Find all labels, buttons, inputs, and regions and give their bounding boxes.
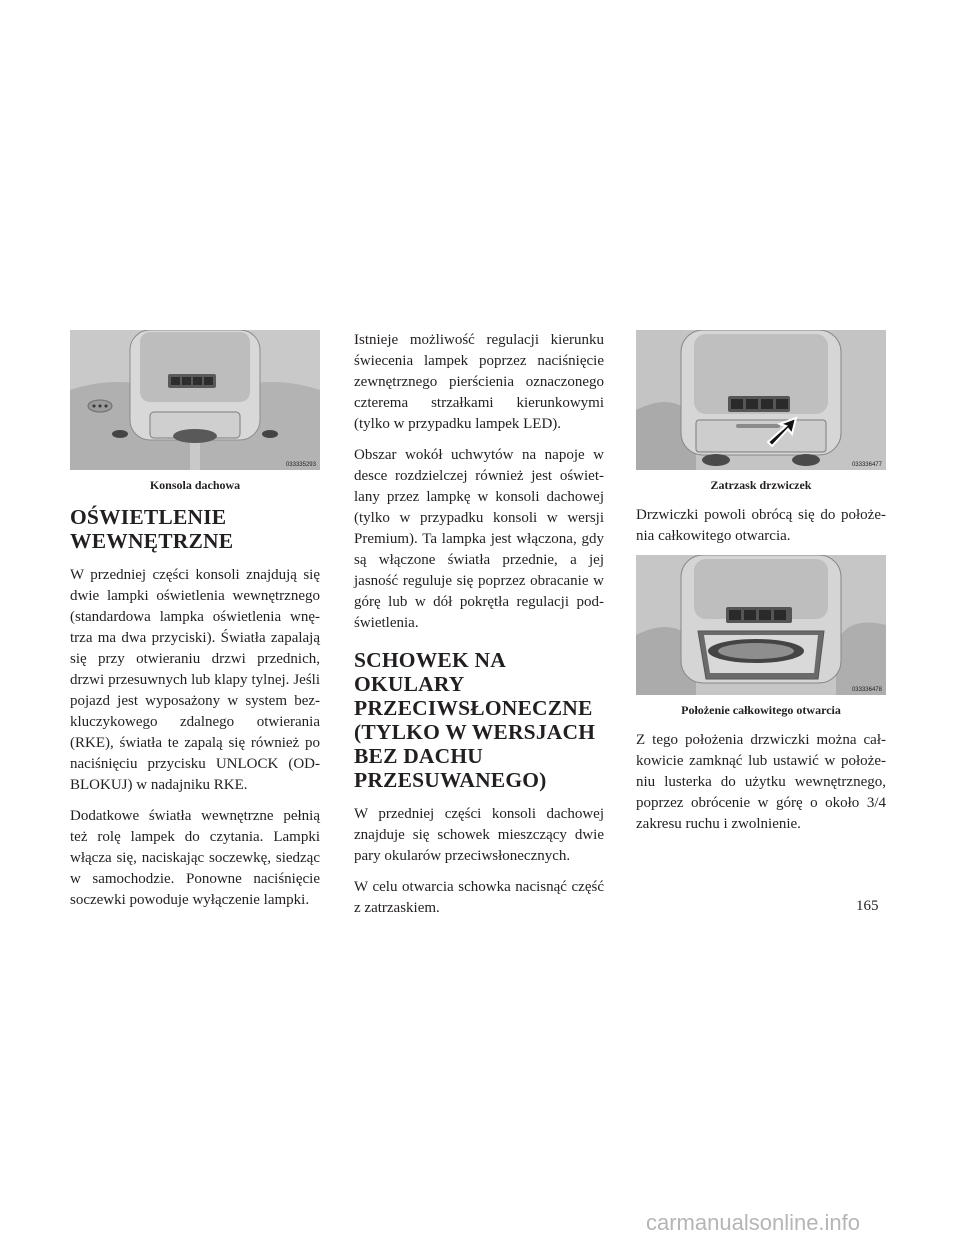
paragraph: W przedniej części konsoli znajdują się dwie lampki oświetlenia wewnętrznego (standardowa lampka oświetlenia wnę-trza ma dwa przyciski). Światła zapalają się przy otwieraniu drzwi przednich, drzwi przesuwnych lub klapy tylnej. Jeśli pojazd jest wyposażony w system bez-kluczykowego zdalnego otwierania (RKE), światła te zapalą się również po naciśnięciu przycisku UNLOCK (OD-BLOKUJ) w nadajniku RKE. xyxy=(70,567,320,793)
paragraph: Dodatkowe światła wewnętrzne pełnią też rolę lampek do czytania. Lampki włącza się, naciskając soczewkę, siedząc w samochodzie. Ponowne naciśnięcie soczewki powoduje wyłączenie lampki. xyxy=(70,808,320,908)
section-heading: SCHOWEK NA OKULARY PRZECIWSŁONECZNE (TYLKO W WERSJACH BEZ DACHU PRZESUWANEGO) xyxy=(354,648,596,792)
left-column xyxy=(70,330,320,921)
paragraph: W celu otwarcia schowka nacisnąć część z zatrzaskiem. xyxy=(354,879,604,916)
figure-code: 033336478 xyxy=(851,687,882,693)
page-number: 165 xyxy=(856,898,879,914)
overhead-console-photo xyxy=(70,330,320,470)
paragraph: Obszar wokół uchwytów na napoje w desce rozdzielczej również jest oświet-lany przez lampkę w konsoli dachowej (tylko w przypadku konsoli w wersji Premium). Ta lampka jest włączona, gdy są włączone światła przednie, a jej jasność reguluje się poprzez obracanie w górę lub w dół pokrętła regulacji pod-świetlenia. xyxy=(354,447,604,631)
middle-column xyxy=(354,330,604,929)
figure-code: 033335293 xyxy=(285,462,316,468)
paragraph: Drzwiczki powoli obrócą się do położe-nia całkowitego otwarcia. xyxy=(636,507,886,544)
figure-caption: Zatrzask drzwiczek xyxy=(710,478,812,492)
figure-caption: Położenie całkowitego otwarcia xyxy=(681,703,841,717)
watermark: carmanualsonline.info xyxy=(646,1210,861,1235)
paragraph: Istnieje możliwość regulacji kierunku świecenia lampek poprzez naciśnięcie zewnętrznego pierścienia oznaczonego czterema strzałkami kierunkowymi (tylko w przypadku lampek LED). xyxy=(354,332,604,432)
figure-code: 033336477 xyxy=(851,462,882,468)
section-heading: OŚWIETLENIE WEWNĘTRZNE xyxy=(70,505,234,553)
paragraph: W przedniej części konsoli dachowej znajduje się schowek mieszczący dwie pary okularów przeciwsłonecznych. xyxy=(354,806,604,864)
fully-open-position-photo xyxy=(636,555,886,695)
door-latch-photo xyxy=(636,330,886,470)
figure-caption: Konsola dachowa xyxy=(149,478,241,492)
door-latch-illustration xyxy=(636,330,886,470)
overhead-console-illustration xyxy=(70,330,320,470)
fully-open-illustration xyxy=(636,555,886,695)
right-column xyxy=(636,330,886,845)
paragraph: Z tego położenia drzwiczki można cał-kowicie zamknąć lub ustawić w położe-niu lusterka do użytku wewnętrznego, poprzez obrócenie w górę o około 3/4 zakresu ruchu i zwolnienie. xyxy=(636,732,886,832)
